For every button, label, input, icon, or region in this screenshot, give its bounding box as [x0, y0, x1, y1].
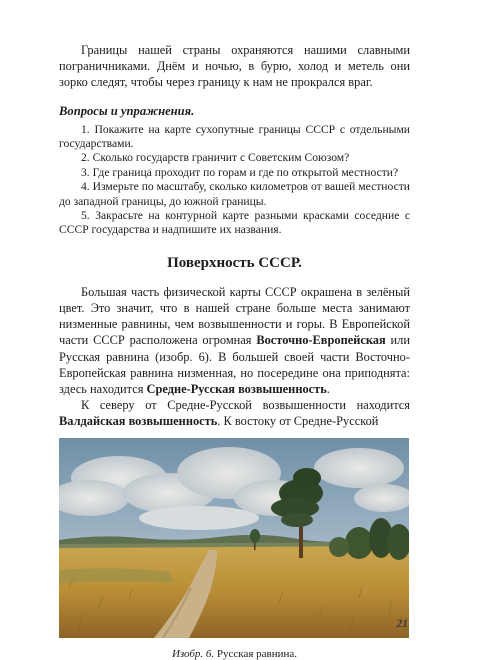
surface-paragraph-2 — [59, 397, 410, 429]
term-central-russian-upland: Средне-Русская возвышенность — [146, 382, 327, 397]
questions-list — [59, 123, 410, 238]
question-item: 3. Где граница проходит по горам и где по открытой местности? — [81, 165, 399, 179]
text-run: или Русская равнина (изобр. 6). В большей своей части Восточно-Европейская равнина низменная, но посередине она приподнята: здесь находится — [59, 333, 410, 397]
intro-paragraph: Границы нашей страны охраняются нашими славными пограничниками. Днём и ночью, в бурю, холод и метель они зорко следят, чтобы через границу к нам не прокрался враг. — [59, 43, 410, 90]
text-run: Большая часть физической карты СССР окрашена в зелёный цвет. Это значит, что в нашей стране больше места занимают низменные равнины, чем возвышенности и горы. В Европейской части СССР расположена огромная — [59, 284, 410, 348]
text-run: . К востоку от Средне-Русской — [217, 414, 379, 429]
caption-text: Русская равнина. — [214, 647, 298, 660]
section-title: Поверхность СССР. — [167, 254, 302, 271]
question-item: 4. Измерьте по масштабу, сколько километров от вашей местности до западной границы, до южной границы. — [59, 180, 410, 208]
term-valdai-upland: Валдайская возвышенность — [59, 414, 218, 429]
caption-label: Изобр. 6. — [171, 647, 215, 660]
question-item: 2. Сколько государств граничит с Советским Союзом? — [81, 151, 350, 165]
text-run: К северу от Средне-Русской возвышенности находится — [81, 398, 410, 413]
question-item: 5. Закрасьте на контурной карте разными красками соседние с СССР государства и надпишите их названия. — [59, 209, 410, 237]
wheat-field — [59, 546, 409, 638]
term-east-european-plain: Восточно-Европейская — [256, 333, 386, 348]
landscape-illustration — [59, 438, 409, 638]
questions-heading: Вопросы и упражнения. — [59, 103, 195, 118]
question-item: 1. Покажите на карте сухопутные границы СССР с отдельными государствами. — [59, 122, 410, 151]
landscape-painting-image — [59, 438, 409, 638]
page-number: 21 — [396, 618, 408, 630]
text-run: . — [326, 382, 330, 397]
surface-paragraph-1 — [59, 284, 410, 397]
figure-caption — [59, 648, 410, 660]
